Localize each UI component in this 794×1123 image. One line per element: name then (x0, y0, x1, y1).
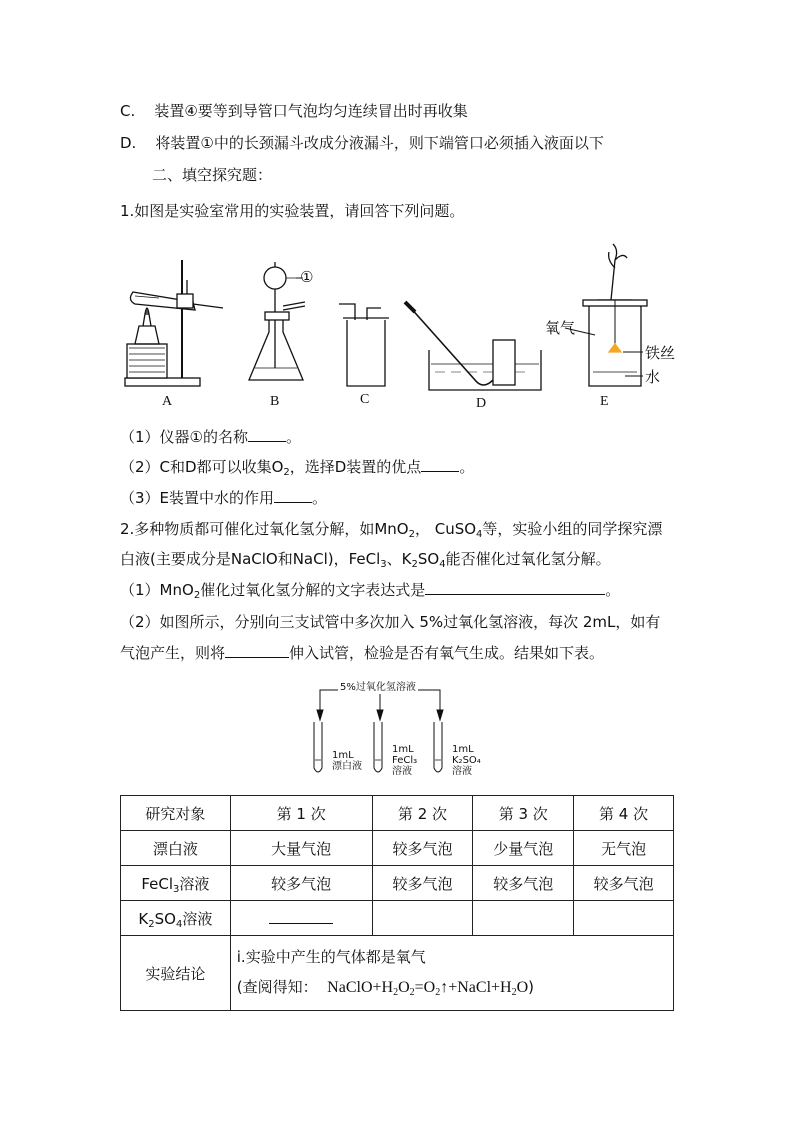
table-row (121, 831, 674, 866)
option-d: D. 将装置①中的长颈漏斗改成分液漏斗，则下端管口必须插入液面以下 (120, 134, 604, 152)
option-c: C. 装置④要等到导管口气泡均匀连续冒出时再收集 (120, 102, 468, 120)
apparatus-e-label: E (600, 394, 609, 409)
tube-1-label: 1mL 漂白液 (332, 750, 362, 772)
section-title: 二、填空探究题： (152, 166, 273, 184)
table-header-row (121, 796, 674, 831)
table-row (121, 866, 674, 901)
conclusion-cell: i.实验中产生的气体都是氧气 (查阅得知： $NaClO+H_2O_2=O_2↑+NaCl+H_2O$) (230, 936, 673, 1011)
apparatus-b (249, 262, 305, 380)
q2-part2-line2: 气泡产生，则将 伸入试管，检验是否有氧气生成。结果如下表。 (120, 644, 605, 662)
apparatus-c-label: C (360, 392, 370, 407)
answer-blank[interactable] (421, 457, 459, 472)
iron-wire-label: 铁丝 (645, 344, 676, 362)
test-tube-1 (314, 722, 322, 772)
q2-part2-line1: （2）如图所示，分别向三支试管中多次加入 5%过氧化氢溶液，每次 2mL，如有 (120, 613, 661, 631)
conclusion-equation: (查阅得知： $NaClO+H_2O_2=O_2↑+NaCl+H_2O$) (236, 977, 535, 998)
test-tube-3 (434, 722, 442, 772)
tube-3-label: 1mL K₂SO₄ 溶液 (452, 744, 481, 777)
tube-2-label: 1mL FeCl₃ 溶液 (392, 744, 418, 777)
apparatus-a-label: A (162, 394, 173, 409)
answer-blank[interactable] (269, 909, 333, 924)
q2-line2: 白液(主要成分是NaClO和NaCl)，FeCl$_3$、$K_2SO_4$能否催化过氧化氢分解。 (120, 550, 611, 570)
table-header: 第 1 次 (230, 796, 372, 831)
q1-part2: （2）C和D都可以收集$O_2$，选择D装置的优点 。 (120, 458, 475, 478)
table-cell: 大量气泡 (230, 831, 372, 866)
apparatus-b-label: B (270, 394, 280, 409)
table-header: 研究对象 (121, 796, 231, 831)
table-cell: 漂白液 (121, 831, 231, 866)
table-row-conclusion (121, 936, 674, 1011)
apparatus-d-label: D (476, 396, 487, 411)
apparatus-c (339, 304, 389, 386)
table-cell: 较多气泡 (372, 831, 473, 866)
table-cell: 少量气泡 (473, 831, 574, 866)
answer-blank[interactable] (225, 643, 289, 658)
q1-part1: （1）仪器①的名称 。 (120, 428, 302, 446)
table-cell: 较多气泡 (473, 866, 574, 901)
table-header: 第 2 次 (372, 796, 473, 831)
apparatus-a (125, 260, 223, 386)
table-header: 第 3 次 (473, 796, 574, 831)
table-cell: 较多气泡 (230, 866, 372, 901)
water-label: 水 (645, 368, 661, 386)
table-cell (574, 901, 674, 936)
oxygen-label: 氧气 (545, 319, 576, 337)
table-cell (473, 901, 574, 936)
results-table (120, 795, 674, 1011)
table-cell: 无气泡 (574, 831, 674, 866)
q2-line1: 2.多种物质都可催化过氧化氢分解，如MnO$_2$， CuSO$_4$等，实验小组的同学探究漂 (120, 520, 663, 540)
table-row (121, 901, 674, 936)
table-cell: 较多气泡 (574, 866, 674, 901)
answer-blank[interactable] (274, 488, 312, 503)
table-header: 第 4 次 (574, 796, 674, 831)
answer-blank[interactable] (425, 580, 605, 595)
table-cell: $K_2SO_4$溶液 (121, 901, 231, 936)
table-cell: 实验结论 (121, 936, 231, 1011)
table-cell (230, 901, 372, 936)
table-cell (372, 901, 473, 936)
figure-top-label: 5%过氧化氢溶液 (340, 682, 416, 693)
table-cell: FeCl$_3$溶液 (121, 866, 231, 901)
apparatus-e (583, 244, 647, 386)
test-tube-2 (374, 722, 382, 772)
answer-blank[interactable] (248, 427, 286, 442)
q1-stem: 1.如图是实验室常用的实验装置，请回答下列问题。 (120, 202, 465, 220)
q1-part3: （3）E装置中水的作用 。 (120, 489, 328, 507)
q2-part1: （1）MnO$_2$催化过氧化氢分解的文字表达式是 。 (120, 581, 621, 601)
apparatus-figure (115, 240, 675, 415)
table-cell: 较多气泡 (372, 866, 473, 901)
apparatus-d (405, 302, 541, 390)
circle-1-label: ① (300, 268, 314, 286)
